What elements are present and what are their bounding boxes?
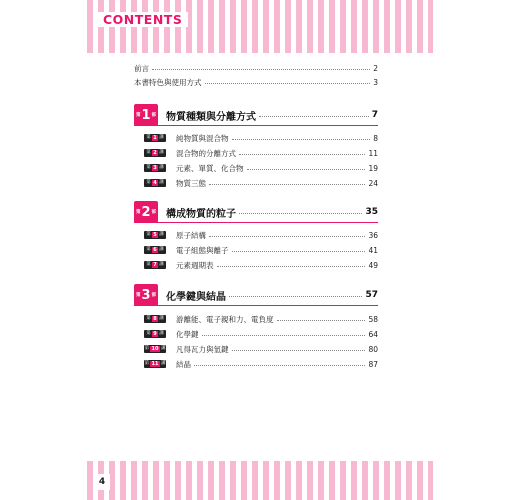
lesson-badge: 第 10 講 — [144, 346, 166, 352]
dot-leader — [277, 320, 366, 321]
lesson-badge: 第 1 講 — [144, 134, 166, 142]
toc-part-row[interactable] — [166, 205, 378, 219]
toc-page-number: 80 — [368, 344, 378, 354]
toc-intro-row[interactable] — [134, 63, 378, 73]
toc-lesson-row[interactable] — [176, 359, 378, 369]
lesson-badge: 第 2 講 — [144, 149, 166, 157]
toc-page-number: 7 — [371, 110, 378, 120]
toc-lesson-row[interactable] — [176, 133, 378, 143]
dot-leader — [232, 350, 366, 351]
lesson-title: 游離能、電子親和力、電負度 — [176, 314, 274, 324]
page-number: 4 — [94, 474, 110, 490]
lesson-badge: 第 6 講 — [144, 246, 166, 254]
toc-page-number: 87 — [368, 359, 378, 369]
lesson-title: 電子組態與離子 — [176, 245, 229, 255]
lesson-badge: 第 4 講 — [144, 179, 166, 187]
part-title: 構成物質的粒子 — [166, 208, 236, 220]
toc-page-number: 36 — [368, 230, 378, 240]
toc-page-number: 2 — [373, 63, 378, 73]
lesson-title: 物質三態 — [176, 178, 206, 188]
dot-leader — [209, 184, 365, 185]
dot-leader — [232, 251, 366, 252]
dot-leader — [205, 83, 371, 84]
lesson-title: 凡得瓦力與氫鍵 — [176, 344, 229, 354]
part-divider — [134, 125, 378, 126]
part-divider — [134, 305, 378, 306]
lesson-title: 元素週期表 — [176, 260, 214, 270]
lesson-badge: 第 9 講 — [144, 330, 166, 338]
toc-page-number: 58 — [368, 314, 378, 324]
dot-leader — [239, 154, 365, 155]
dot-leader — [209, 236, 365, 237]
lesson-title: 純物質與混合物 — [176, 133, 229, 143]
toc-lesson-row[interactable] — [176, 178, 378, 188]
dot-leader — [229, 296, 362, 297]
toc-page-number: 24 — [368, 178, 378, 188]
dot-leader — [259, 116, 369, 117]
lesson-badge: 第 8 講 — [144, 315, 166, 323]
lesson-title: 元素、單質、化合物 — [176, 163, 244, 173]
part-divider — [134, 222, 378, 223]
lesson-badge: 第 3 講 — [144, 164, 166, 172]
toc-entry-label: 前言 — [134, 63, 149, 73]
lesson-title: 原子結構 — [176, 230, 206, 240]
toc-page-number: 35 — [365, 207, 378, 217]
page-title: CONTENTS — [97, 12, 188, 27]
toc-lesson-row[interactable] — [176, 148, 378, 158]
dot-leader — [239, 213, 362, 214]
dot-leader — [194, 365, 365, 366]
dot-leader — [232, 139, 371, 140]
part-title: 物質種類與分離方式 — [166, 111, 256, 123]
toc-page-number: 11 — [368, 148, 378, 158]
part-badge: 第 1 部 — [134, 104, 158, 126]
toc-entry-label: 本書特色與使用方式 — [134, 77, 202, 87]
lesson-title: 結晶 — [176, 359, 191, 369]
toc-part-row[interactable] — [166, 288, 378, 302]
toc-lesson-row[interactable] — [176, 245, 378, 255]
dot-leader — [247, 169, 366, 170]
toc-page-number: 8 — [373, 133, 378, 143]
toc-part-row[interactable] — [166, 108, 378, 122]
toc-page-number: 3 — [373, 77, 378, 87]
toc-lesson-row[interactable] — [176, 260, 378, 270]
lesson-title: 化學鍵 — [176, 329, 199, 339]
toc-lesson-row[interactable] — [176, 314, 378, 324]
dot-leader — [202, 335, 366, 336]
dot-leader — [152, 69, 370, 70]
toc-page-number: 19 — [368, 163, 378, 173]
toc-page-number: 57 — [365, 290, 378, 300]
toc-intro-row[interactable] — [134, 77, 378, 87]
lesson-badge: 第 11 講 — [144, 361, 166, 367]
toc-lesson-row[interactable] — [176, 329, 378, 339]
part-badge: 第 2 部 — [134, 201, 158, 223]
toc-lesson-row[interactable] — [176, 230, 378, 240]
dot-leader — [217, 266, 366, 267]
lesson-badge: 第 7 講 — [144, 261, 166, 269]
toc-lesson-row[interactable] — [176, 163, 378, 173]
lesson-title: 混合物的分離方式 — [176, 148, 236, 158]
toc-page-number: 64 — [368, 329, 378, 339]
part-badge: 第 3 部 — [134, 284, 158, 306]
toc-lesson-row[interactable] — [176, 344, 378, 354]
lesson-badge: 第 5 講 — [144, 231, 166, 239]
part-title: 化學鍵與結晶 — [166, 291, 226, 303]
toc-page-number: 41 — [368, 245, 378, 255]
bottom-stripe-decoration — [87, 461, 433, 500]
toc-page-number: 49 — [368, 260, 378, 270]
